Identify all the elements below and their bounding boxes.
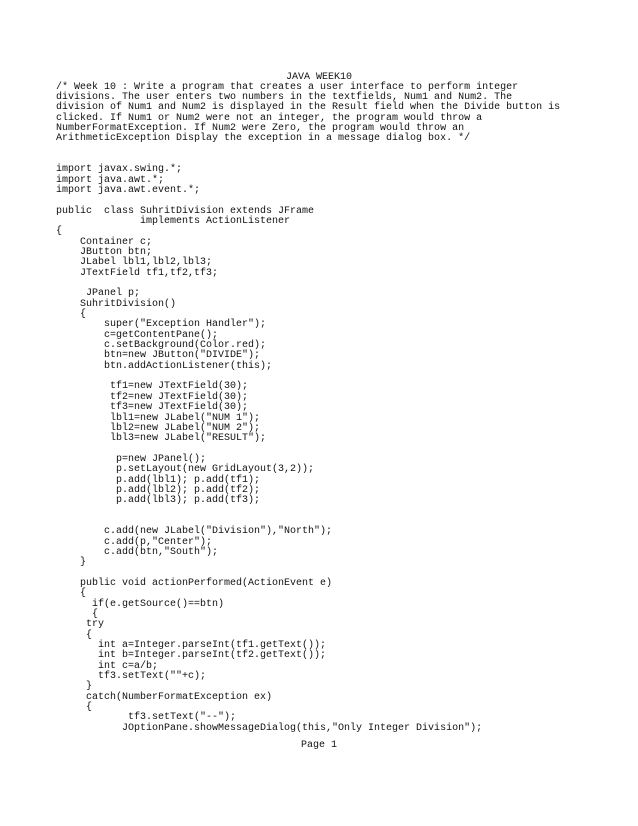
- code-line: catch(NumberFormatException ex): [56, 691, 273, 703]
- page-number: Page 1: [300, 740, 337, 751]
- code-line: ArithmeticException Display the exception in a message dialog box. */: [56, 133, 471, 145]
- code-listing: [56, 83, 560, 735]
- code-line: }: [56, 681, 93, 693]
- code-line: {: [56, 609, 99, 621]
- code-line: if(e.getSource()==btn): [56, 598, 225, 610]
- code-line: tf3.setText(""+c);: [56, 671, 207, 683]
- code-line: p.add(lbl3); p.add(tf3);: [56, 495, 261, 507]
- code-line: tf1=new JTextField(30);: [56, 381, 249, 393]
- code-line: btn=new JButton("DIVIDE");: [56, 350, 261, 362]
- code-line: division of Num1 and Num2 is displayed in the Result field when the Divide button is: [56, 102, 561, 114]
- code-line: {: [56, 702, 93, 714]
- code-line: public void actionPerformed(ActionEvent e): [56, 578, 333, 589]
- code-line: JOptionPane.showMessageDialog(this,"Only Integer Division");: [56, 722, 483, 734]
- code-line: lbl2=new JLabel("NUM 2");: [56, 422, 261, 434]
- document-title: JAVA WEEK10: [285, 72, 352, 83]
- code-line: int b=Integer.parseInt(tf2.getText());: [56, 650, 327, 662]
- code-line: tf3=new JTextField(30);: [56, 402, 249, 414]
- code-line: [56, 145, 560, 155]
- code-line: c=getContentPane();: [56, 329, 219, 341]
- code-line: c.add(new JLabel("Division"),"North");: [56, 526, 333, 538]
- code-line: SuhritDivision(): [56, 298, 177, 310]
- code-line: c.setBackground(Color.red);: [56, 340, 267, 352]
- code-line: JPanel p;: [56, 288, 141, 300]
- code-line: implements ActionListener: [56, 215, 291, 227]
- code-line: tf3.setText("--");: [56, 712, 237, 724]
- code-line: super("Exception Handler");: [56, 319, 267, 331]
- code-line: lbl3=new JLabel("RESULT");: [56, 433, 267, 445]
- code-line: Container c;: [56, 236, 153, 248]
- code-line: {: [56, 309, 87, 321]
- code-line: NumberFormatException. If Num2 were Zero, the program would throw an: [56, 122, 465, 134]
- code-line: c.add(p,"Center");: [56, 536, 213, 548]
- code-line: }: [56, 557, 87, 569]
- code-line: public class SuhritDivision extends JFrame: [56, 205, 315, 217]
- code-line: try: [56, 619, 105, 631]
- code-line: {: [56, 588, 87, 600]
- code-line: {: [56, 226, 63, 238]
- code-line: int c=a/b;: [56, 660, 159, 672]
- code-line: JLabel lbl1,lbl2,lbl3;: [56, 257, 213, 269]
- code-line: lbl1=new JLabel("NUM 1");: [56, 412, 261, 424]
- code-line: tf2=new JTextField(30);: [56, 391, 249, 403]
- code-line: p.add(lbl1); p.add(tf1);: [56, 474, 261, 486]
- code-line: /* Week 10 : Write a program that creates a user interface to perform integer: [56, 81, 519, 93]
- code-line: btn.addActionListener(this);: [56, 360, 273, 372]
- code-line: JButton btn;: [56, 247, 153, 258]
- code-line: {: [56, 629, 93, 641]
- code-line: [56, 507, 560, 517]
- code-line: p.setLayout(new GridLayout(3,2));: [56, 464, 315, 476]
- code-line: divisions. The user enters two numbers in the textfields, Num1 and Num2. The: [56, 91, 513, 103]
- code-line: import java.awt.*;: [56, 174, 165, 186]
- code-line: p.add(lbl2); p.add(tf2);: [56, 484, 261, 496]
- code-line: clicked. If Num1 or Num2 were not an integer, the program would throw a: [56, 112, 483, 124]
- code-line: p=new JPanel();: [56, 453, 207, 465]
- code-line: import java.awt.event.*;: [56, 184, 201, 196]
- code-line: JTextField tf1,tf2,tf3;: [56, 267, 219, 279]
- code-line: c.add(btn,"South");: [56, 546, 219, 558]
- code-line: int a=Integer.parseInt(tf1.getText());: [56, 640, 327, 652]
- code-line: import javax.swing.*;: [56, 164, 183, 176]
